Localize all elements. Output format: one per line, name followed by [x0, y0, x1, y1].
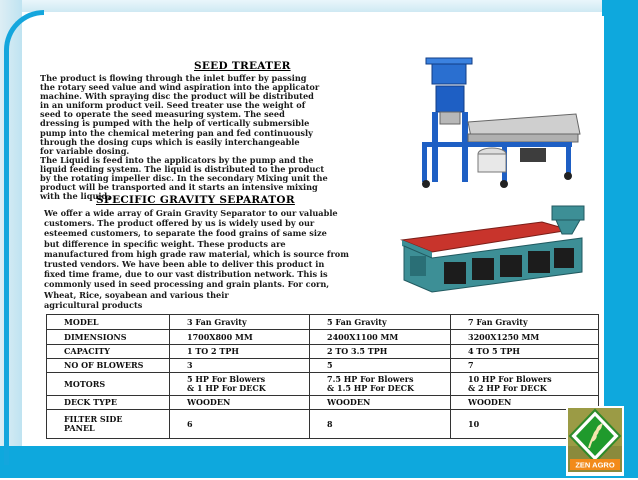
frame-left-curve [4, 10, 44, 465]
paragraph-line: Wheat, Rice, soyabean and various their [44, 289, 229, 300]
paragraph-line: fixed time frame, due to our vast distribution network. This is [44, 269, 328, 280]
table-row [47, 396, 599, 410]
table-cell: DECK TYPE [47, 396, 170, 410]
paragraph-line: commonly used in seed processing and grain plants. For corn, [44, 279, 330, 290]
paragraph-line: The Liquid is feed into the applicators by the pump and the [40, 154, 314, 165]
table-row [47, 410, 599, 439]
table-cell: 4 TO 5 TPH [451, 345, 599, 359]
table-header-cell: 7 Fan Gravity [451, 315, 599, 330]
table-row [47, 330, 599, 345]
table-header-cell: MODEL [47, 315, 170, 330]
paragraph-line: product will be transported and it starts an intensive mixing [40, 182, 318, 193]
table-cell: 5 HP For Blowers & 1 HP For DECK [170, 373, 310, 396]
gravity-separator-description [44, 208, 349, 310]
logo-text: ZEN AGRO [575, 460, 615, 470]
seed-treater-machine-image [402, 56, 586, 192]
frame-bottom-bar [0, 446, 638, 478]
table-cell: 5 [310, 359, 451, 373]
paragraph-line: but difference in specific weight. These products are [44, 238, 286, 249]
table-row [47, 345, 599, 359]
table-cell: MOTORS [47, 373, 170, 396]
table-cell: 6 [170, 410, 310, 439]
table-header-row [47, 315, 599, 330]
paragraph-line: manufactured from high grade raw material, which is source from [44, 248, 349, 259]
paragraph-line: through the dosing cups which is easily interchangeable [40, 136, 300, 147]
table-cell: WOODEN [451, 396, 599, 410]
paragraph-line: agricultural products [44, 299, 143, 310]
paragraph-line: the rotary seed value and wind aspiration into the applicator [40, 82, 320, 93]
paragraph-line: We offer a wide array of Grain Gravity Separator to our valuable [44, 208, 338, 218]
table-cell: 7 [451, 359, 599, 373]
table-cell: 3200X1250 MM [451, 330, 599, 345]
zen-agro-logo [566, 406, 624, 476]
table-cell: 10 [451, 410, 599, 439]
table-header-cell: 5 Fan Gravity [310, 315, 451, 330]
paragraph-line: for variable dosing. [40, 145, 130, 156]
table-cell: 10 HP For Blowers & 2 HP For DECK [451, 373, 599, 396]
table-header-cell: 3 Fan Gravity [170, 315, 310, 330]
paragraph-line: The product is flowing through the inlet buffer by passing [40, 73, 307, 83]
gravity-separator-title: SPECIFIC GRAVITY SEPARATOR [96, 194, 295, 206]
table-cell: 3 [170, 359, 310, 373]
table-row [47, 373, 599, 396]
paragraph-line: esteemed customers, to separate the food grains of same size [44, 228, 327, 239]
table-cell: 1 TO 2 TPH [170, 345, 310, 359]
table-cell: 2400X1100 MM [310, 330, 451, 345]
paragraph-line: liquid feeding system. The liquid is distributed to the product [40, 163, 325, 174]
table-cell: DIMENSIONS [47, 330, 170, 345]
zen-agro-logo-image [566, 406, 624, 476]
paragraph-line: dressing is pumped with the help of vertically submersible [40, 118, 310, 129]
seed-treater-title: SEED TREATER [194, 60, 291, 72]
table-cell: WOODEN [310, 396, 451, 410]
table-cell: 1700X800 MM [170, 330, 310, 345]
paragraph-line: pump into the chemical metering pan and fed continuously [40, 127, 313, 138]
seed-treater-description [40, 74, 328, 201]
specification-table [46, 314, 599, 439]
table-cell: FILTER SIDE PANEL [47, 410, 170, 439]
table-cell: 8 [310, 410, 451, 439]
table-cell: NO OF BLOWERS [47, 359, 170, 373]
table-cell: WOODEN [170, 396, 310, 410]
paragraph-line: with the liquid. [40, 191, 111, 202]
paragraph-line: in an uniform product veil. Seed treater use the weight of [40, 100, 306, 111]
paragraph-line: by the rotating impeller disc. In the secondary Mixing unit the [40, 173, 328, 184]
paragraph-line: seed to operate the seed measuring system. The seed [40, 109, 285, 120]
frame-top-bar [0, 0, 638, 12]
paragraph-line: trusted vendors. We have been able to deliver this product in [44, 259, 325, 270]
table-row [47, 359, 599, 373]
table-cell: 2 TO 3.5 TPH [310, 345, 451, 359]
table-cell: CAPACITY [47, 345, 170, 359]
paragraph-line: machine. With spraying disc the product will be distributed [40, 91, 314, 102]
paragraph-line: customers. The product offered by us is widely used by our [44, 218, 315, 229]
table-cell: 7.5 HP For Blowers & 1.5 HP For DECK [310, 373, 451, 396]
gravity-separator-machine-image [392, 200, 594, 296]
